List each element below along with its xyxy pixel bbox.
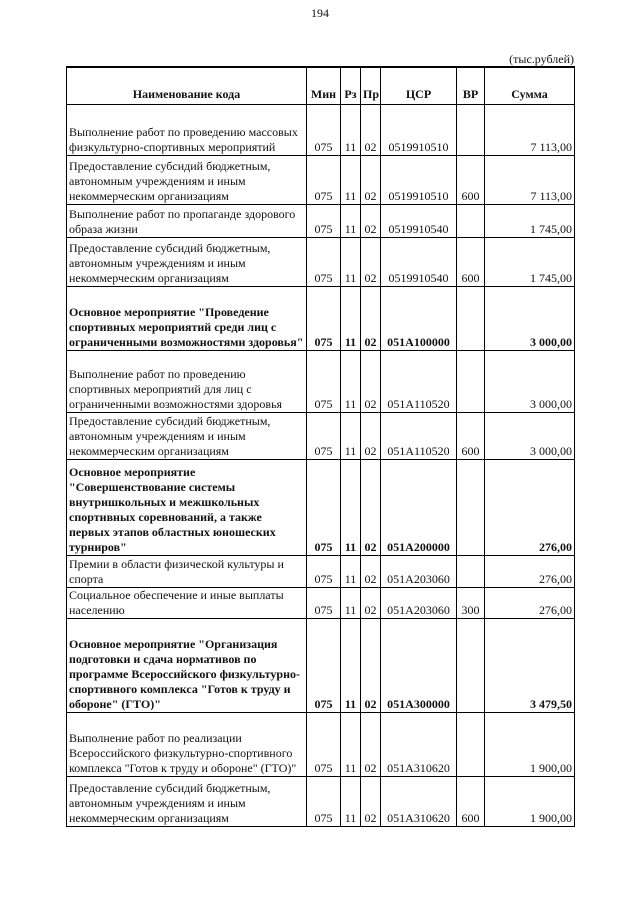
row-sum: 276,00 <box>485 556 575 588</box>
row-min: 075 <box>307 588 341 619</box>
row-vr <box>457 351 485 413</box>
table-row <box>67 156 575 205</box>
row-name: Социальное обеспечение и иные выплаты населению <box>67 588 307 619</box>
row-pr: 02 <box>361 205 381 238</box>
row-pr: 02 <box>361 713 381 777</box>
row-min: 075 <box>307 713 341 777</box>
row-name: Выполнение работ по реализации Всероссийского физкультурно-спортивного комплекса "Готов к труду и обороне" (ГТО)" <box>67 713 307 777</box>
row-name: Предоставление субсидий бюджетным, автономным учреждениям и иным некоммерческим организациям <box>67 238 307 287</box>
row-rz: 11 <box>341 238 361 287</box>
row-name: Предоставление субсидий бюджетным, автономным учреждениям и иным некоммерческим организациям <box>67 777 307 827</box>
row-pr: 02 <box>361 556 381 588</box>
row-rz: 11 <box>341 713 361 777</box>
row-rz: 11 <box>341 460 361 556</box>
row-name: Выполнение работ по проведению массовых физкультурно-спортивных мероприятий <box>67 105 307 156</box>
row-min: 075 <box>307 238 341 287</box>
header-csr: ЦСР <box>381 67 457 105</box>
row-min: 075 <box>307 777 341 827</box>
row-min: 075 <box>307 156 341 205</box>
table-row <box>67 713 575 777</box>
page-number: 194 <box>311 6 329 20</box>
row-rz: 11 <box>341 205 361 238</box>
row-name: Предоставление субсидий бюджетным, автономным учреждениям и иным некоммерческим организациям <box>67 413 307 460</box>
row-csr: 051А310620 <box>381 777 457 827</box>
row-vr <box>457 556 485 588</box>
row-csr: 051А300000 <box>381 619 457 713</box>
table-row <box>67 105 575 156</box>
row-name: Основное мероприятие "Организация подготовки и сдача нормативов по программе Всероссийского физкультурно-спортивного комплекса "Готов к труду и обороне" (ГТО)" <box>67 619 307 713</box>
row-sum: 1 745,00 <box>485 238 575 287</box>
row-name: Предоставление субсидий бюджетным, автономным учреждениям и иным некоммерческим организациям <box>67 156 307 205</box>
row-pr: 02 <box>361 413 381 460</box>
row-sum: 3 000,00 <box>485 287 575 351</box>
row-pr: 02 <box>361 619 381 713</box>
row-csr: 0519910510 <box>381 156 457 205</box>
row-csr: 051А110520 <box>381 351 457 413</box>
row-rz: 11 <box>341 413 361 460</box>
row-vr <box>457 205 485 238</box>
table-row-main-event <box>67 460 575 556</box>
row-csr: 0519910510 <box>381 105 457 156</box>
table-row <box>67 588 575 619</box>
row-csr: 051А200000 <box>381 460 457 556</box>
row-sum: 276,00 <box>485 460 575 556</box>
row-min: 075 <box>307 205 341 238</box>
row-name: Основное мероприятие "Проведение спортивных мероприятий среди лиц с ограниченными возможностями здоровья" <box>67 287 307 351</box>
row-min: 075 <box>307 351 341 413</box>
row-vr <box>457 713 485 777</box>
row-vr: 600 <box>457 777 485 827</box>
header-sum: Сумма <box>485 67 575 105</box>
row-sum: 7 113,00 <box>485 156 575 205</box>
row-name: Премии в области физической культуры и спорта <box>67 556 307 588</box>
table-row <box>67 351 575 413</box>
table-row <box>67 777 575 827</box>
row-pr: 02 <box>361 156 381 205</box>
row-vr <box>457 460 485 556</box>
row-rz: 11 <box>341 556 361 588</box>
budget-table <box>66 66 575 827</box>
row-vr <box>457 287 485 351</box>
row-sum: 7 113,00 <box>485 105 575 156</box>
row-name: Выполнение работ по проведению спортивных мероприятий для лиц с ограниченными возможностями здоровья <box>67 351 307 413</box>
row-pr: 02 <box>361 238 381 287</box>
row-min: 075 <box>307 460 341 556</box>
row-sum: 1 745,00 <box>485 205 575 238</box>
row-vr: 600 <box>457 156 485 205</box>
row-rz: 11 <box>341 287 361 351</box>
table-row-main-event <box>67 619 575 713</box>
row-sum: 276,00 <box>485 588 575 619</box>
header-rz: Рз <box>341 67 361 105</box>
row-pr: 02 <box>361 460 381 556</box>
header-vr: ВР <box>457 67 485 105</box>
row-csr: 051А203060 <box>381 588 457 619</box>
table-row <box>67 238 575 287</box>
row-sum: 3 000,00 <box>485 351 575 413</box>
row-sum: 1 900,00 <box>485 713 575 777</box>
row-rz: 11 <box>341 777 361 827</box>
row-csr: 051А310620 <box>381 713 457 777</box>
table-row-main-event <box>67 287 575 351</box>
header-pr: Пр <box>361 67 381 105</box>
units-label: (тыс.рублей) <box>509 52 574 66</box>
row-sum: 1 900,00 <box>485 777 575 827</box>
table-row <box>67 556 575 588</box>
row-csr: 0519910540 <box>381 205 457 238</box>
row-name: Основное мероприятие "Совершенствование системы внутришкольных и межшкольных спортивных соревнований, а также первых этапов областных юношеских турниров" <box>67 460 307 556</box>
row-csr: 051А110520 <box>381 413 457 460</box>
row-rz: 11 <box>341 156 361 205</box>
row-min: 075 <box>307 287 341 351</box>
row-min: 075 <box>307 105 341 156</box>
row-min: 075 <box>307 619 341 713</box>
row-rz: 11 <box>341 619 361 713</box>
row-vr: 600 <box>457 413 485 460</box>
row-rz: 11 <box>341 351 361 413</box>
table-row <box>67 205 575 238</box>
row-vr <box>457 619 485 713</box>
table-row <box>67 413 575 460</box>
row-name: Выполнение работ по пропаганде здорового образа жизни <box>67 205 307 238</box>
row-min: 075 <box>307 413 341 460</box>
row-vr <box>457 105 485 156</box>
row-rz: 11 <box>341 588 361 619</box>
header-name: Наименование кода <box>67 67 307 105</box>
table-header-row <box>67 67 575 105</box>
row-vr: 300 <box>457 588 485 619</box>
row-pr: 02 <box>361 287 381 351</box>
row-sum: 3 479,50 <box>485 619 575 713</box>
row-min: 075 <box>307 556 341 588</box>
row-pr: 02 <box>361 351 381 413</box>
row-csr: 0519910540 <box>381 238 457 287</box>
row-pr: 02 <box>361 105 381 156</box>
header-min: Мин <box>307 67 341 105</box>
row-rz: 11 <box>341 105 361 156</box>
row-sum: 3 000,00 <box>485 413 575 460</box>
row-pr: 02 <box>361 588 381 619</box>
row-vr: 600 <box>457 238 485 287</box>
row-pr: 02 <box>361 777 381 827</box>
row-csr: 051А100000 <box>381 287 457 351</box>
row-csr: 051А203060 <box>381 556 457 588</box>
